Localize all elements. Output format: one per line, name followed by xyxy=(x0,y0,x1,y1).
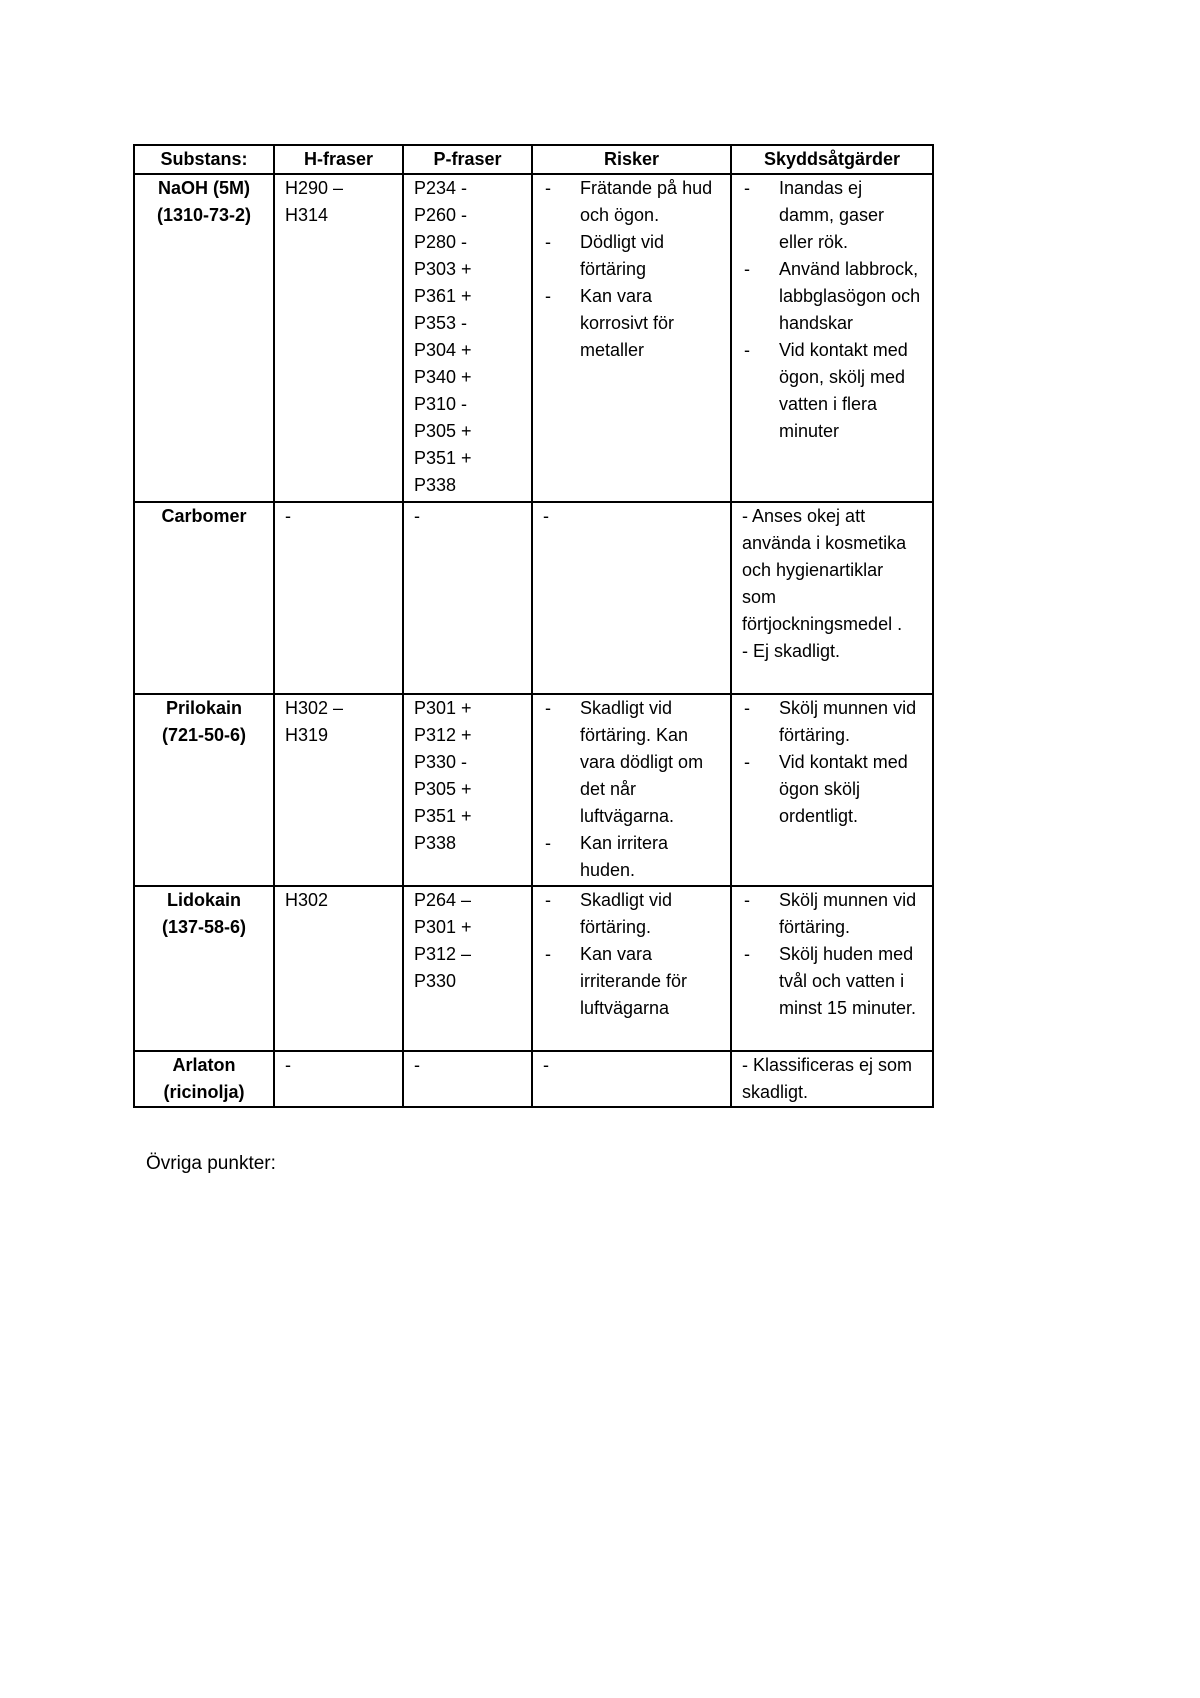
p-phrase: P312 – xyxy=(414,944,472,964)
protection-cell xyxy=(731,174,933,502)
protection-text: - Klassificeras ej som skadligt. xyxy=(742,1055,913,1102)
p-phrase: P353 - xyxy=(414,313,468,333)
p-phrase: P338 xyxy=(414,475,457,495)
h-phrase: H314 xyxy=(285,205,329,225)
other-points-label: Övriga punkter: xyxy=(146,1153,276,1174)
substance-cas: (137-58-6) xyxy=(161,917,247,937)
p-phrase: P264 – xyxy=(414,890,472,910)
p-phrase: P305 + xyxy=(414,421,472,441)
substance-note: (ricinolja) xyxy=(163,1082,245,1102)
risk-item: - Frätande på hud och ögon. xyxy=(543,175,720,229)
table-row xyxy=(134,1051,933,1107)
risk-item: - Dödligt vid förtäring xyxy=(543,229,720,283)
risks-cell xyxy=(532,1051,731,1107)
safety-table xyxy=(133,144,934,1108)
substance-cell xyxy=(134,502,274,694)
risks-list xyxy=(543,175,720,364)
risk-item: - Kan vara korrosivt för metaller xyxy=(543,283,720,364)
protection-cell xyxy=(731,1051,933,1107)
p-phrases-cell xyxy=(403,1051,532,1107)
p-phrase: P301 + xyxy=(414,698,472,718)
table-row xyxy=(134,694,933,886)
h-phrases-cell xyxy=(274,502,403,694)
protection-list xyxy=(742,887,922,1022)
risk-text: - xyxy=(543,506,549,526)
p-phrase: P303 + xyxy=(414,259,472,279)
p-phrases-cell xyxy=(403,502,532,694)
protection-list xyxy=(742,175,922,445)
substance-name: Lidokain xyxy=(166,890,241,910)
p-phrase: P351 + xyxy=(414,448,472,468)
p-phrase: P330 xyxy=(414,971,457,991)
p-phrases-cell xyxy=(403,694,532,886)
p-phrase: - xyxy=(414,506,420,526)
p-phrases-cell xyxy=(403,886,532,1051)
table-row xyxy=(134,502,933,694)
risks-list xyxy=(543,887,720,1022)
risk-item: - Skadligt vid förtäring. xyxy=(543,887,720,941)
p-phrase: P330 - xyxy=(414,752,468,772)
h-phrase: H319 xyxy=(285,725,329,745)
p-phrase: P304 + xyxy=(414,340,472,360)
table-row xyxy=(134,886,933,1051)
p-phrase: P280 - xyxy=(414,232,468,252)
risks-cell xyxy=(532,502,731,694)
p-phrase: - xyxy=(414,1055,420,1075)
risk-item: - Kan irritera huden. xyxy=(543,830,720,884)
protection-item: - Skölj huden med tvål och vatten i minst 15 minuter. xyxy=(742,941,922,1022)
protection-cell xyxy=(731,502,933,694)
protection-text: - Anses okej att använda i kosmetika och hygienartiklar som förtjockningsmedel . xyxy=(742,506,907,634)
risk-text: - xyxy=(543,1055,549,1075)
substance-cell xyxy=(134,694,274,886)
p-phrase: P310 - xyxy=(414,394,468,414)
header-h-phrases: H-fraser xyxy=(274,145,403,174)
header-protection: Skyddsåtgärder xyxy=(731,145,933,174)
h-phrases-cell xyxy=(274,1051,403,1107)
h-phrase: - xyxy=(285,1055,291,1075)
h-phrases-cell xyxy=(274,694,403,886)
protection-item: - Skölj munnen vid förtäring. xyxy=(742,695,922,749)
h-phrases-cell xyxy=(274,174,403,502)
substance-cell xyxy=(134,174,274,502)
h-phrase: - xyxy=(285,506,291,526)
substance-cell xyxy=(134,886,274,1051)
substance-cell xyxy=(134,1051,274,1107)
h-phrase: H290 – xyxy=(285,178,344,198)
p-phrase: P260 - xyxy=(414,205,468,225)
protection-item: - Vid kontakt med ögon, skölj med vatten i flera minuter xyxy=(742,337,922,445)
p-phrase: P340 + xyxy=(414,367,472,387)
protection-item: - Inandas ej damm, gaser eller rök. xyxy=(742,175,922,256)
protection-text: - Ej skadligt. xyxy=(742,641,841,661)
p-phrase: P234 - xyxy=(414,178,468,198)
h-phrase: H302 – xyxy=(285,698,344,718)
substance-name: Carbomer xyxy=(161,506,247,526)
protection-item: - Vid kontakt med ögon skölj ordentligt. xyxy=(742,749,922,830)
protection-cell xyxy=(731,694,933,886)
risks-cell xyxy=(532,174,731,502)
p-phrases-cell xyxy=(403,174,532,502)
p-phrase: P312 + xyxy=(414,725,472,745)
substance-cas: (721-50-6) xyxy=(161,725,247,745)
protection-item: - Skölj munnen vid förtäring. xyxy=(742,887,922,941)
h-phrase: H302 xyxy=(285,890,329,910)
p-phrase: P351 + xyxy=(414,806,472,826)
header-risks: Risker xyxy=(532,145,731,174)
risks-cell xyxy=(532,886,731,1051)
protection-item: - Använd labbrock, labbglasögon och handskar xyxy=(742,256,922,337)
risk-item: - Kan vara irriterande för luftvägarna xyxy=(543,941,720,1022)
header-p-phrases: P-fraser xyxy=(403,145,532,174)
table-header-row xyxy=(134,145,933,174)
header-substance: Substans: xyxy=(134,145,274,174)
protection-cell xyxy=(731,886,933,1051)
h-phrases-cell xyxy=(274,886,403,1051)
substance-name: Prilokain xyxy=(165,698,243,718)
protection-list xyxy=(742,695,922,830)
substance-name: NaOH (5M) xyxy=(157,178,250,198)
substance-name: Arlaton xyxy=(172,1055,236,1075)
p-phrase: P301 + xyxy=(414,917,472,937)
substance-cas: (1310-73-2) xyxy=(156,205,252,225)
p-phrase: P305 + xyxy=(414,779,472,799)
table-row xyxy=(134,174,933,502)
risks-cell xyxy=(532,694,731,886)
p-phrase: P338 xyxy=(414,833,457,853)
p-phrase: P361 + xyxy=(414,286,472,306)
risks-list xyxy=(543,695,720,884)
risk-item: - Skadligt vid förtäring. Kan vara dödligt om det når luftvägarna. xyxy=(543,695,720,830)
